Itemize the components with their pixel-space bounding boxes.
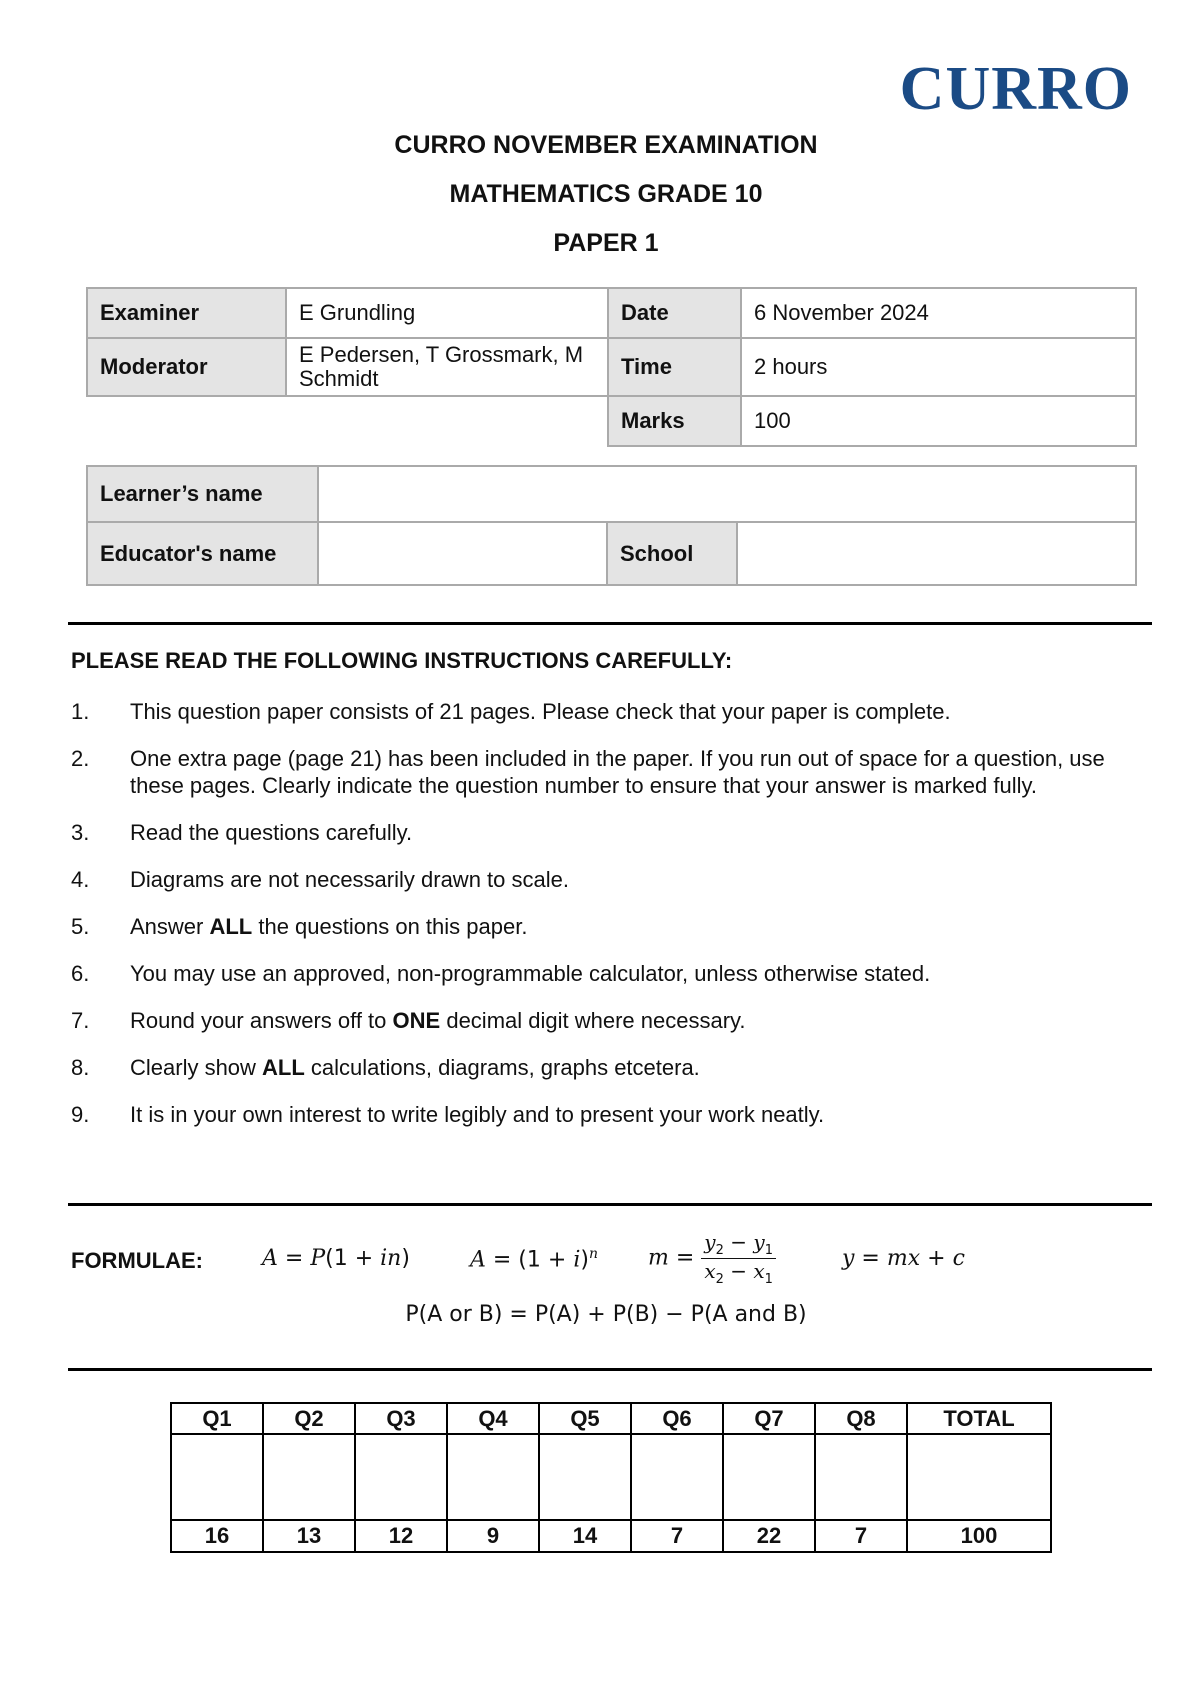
examiner-value: E Grundling: [286, 288, 608, 338]
instructions-heading: PLEASE READ THE FOLLOWING INSTRUCTIONS CAREFULLY:: [71, 648, 733, 673]
marks-max-value: 14: [539, 1520, 631, 1552]
marks-entry-cell[interactable]: [447, 1434, 539, 1520]
divider-top: [68, 622, 1152, 625]
marks-entry-cell[interactable]: [907, 1434, 1051, 1520]
moderator-label: Moderator: [87, 338, 286, 396]
marks-entry-cell[interactable]: [539, 1434, 631, 1520]
subject-title: MATHEMATICS GRADE 10: [449, 180, 763, 208]
marks-entry-cell[interactable]: [723, 1434, 815, 1520]
exam-info-table: [86, 287, 1137, 447]
educator-name-field[interactable]: [318, 522, 607, 585]
formulae-label: FORMULAE:: [71, 1248, 203, 1273]
date-value: 6 November 2024: [741, 288, 1136, 338]
marks-max-value: 13: [263, 1520, 355, 1552]
marks-header: Q8: [815, 1403, 907, 1434]
simple-interest-formula: A = P(1 + in): [262, 1246, 410, 1271]
marks-max-value: 7: [815, 1520, 907, 1552]
learner-name-field[interactable]: [318, 466, 1136, 522]
instruction-item: 2. One extra page (page 21) has been included in the paper. If you run out of space for a question, use these pages. Clearly indicate the question number to ensure that your answer is marked fully.: [71, 746, 1105, 798]
divider-middle: [68, 1203, 1152, 1206]
probability-formula: P(A or B) = P(A) + P(B) − P(A and B): [405, 1302, 807, 1327]
marks-max-value: 16: [171, 1520, 263, 1552]
date-label: Date: [608, 288, 741, 338]
gradient-formula: m = $\frac{y_2 - y_1}{x_2 - x_1}$: [648, 1230, 776, 1287]
divider-bottom: [68, 1368, 1152, 1371]
instruction-item: 5. Answer ALL the questions on this paper.: [71, 914, 528, 939]
marks-value: 100: [741, 396, 1136, 446]
time-value: 2 hours: [741, 338, 1136, 396]
instruction-item: 3. Read the questions carefully.: [71, 820, 413, 845]
compound-interest-formula: $A = (1 + i)^n$: [470, 1246, 598, 1273]
marks-entry-cell[interactable]: [171, 1434, 263, 1520]
paper-title: PAPER 1: [553, 229, 659, 257]
marks-table: [170, 1402, 1052, 1553]
marks-max-value: 12: [355, 1520, 447, 1552]
instruction-item: 6. You may use an approved, non-programmable calculator, unless otherwise stated.: [71, 961, 931, 986]
marks-entry-cell[interactable]: [815, 1434, 907, 1520]
exam-titles: [0, 130, 1200, 277]
learner-details-table: [86, 465, 1137, 586]
instruction-item: 8. Clearly show ALL calculations, diagrams, graphs etcetera.: [71, 1055, 700, 1080]
marks-header: Q6: [631, 1403, 723, 1434]
learner-name-label: Learner’s name: [87, 466, 318, 522]
marks-header: Q4: [447, 1403, 539, 1434]
marks-entry-cell[interactable]: [355, 1434, 447, 1520]
marks-max-value: 22: [723, 1520, 815, 1552]
instruction-item: 9. It is in your own interest to write legibly and to present your work neatly.: [71, 1102, 825, 1127]
marks-header: Q5: [539, 1403, 631, 1434]
marks-label: Marks: [608, 396, 741, 446]
school-label: School: [607, 522, 737, 585]
marks-max-value: 9: [447, 1520, 539, 1552]
curro-logo: CURRO: [899, 55, 1132, 123]
marks-header: Q2: [263, 1403, 355, 1434]
instructions-list: [71, 698, 1146, 1148]
school-field[interactable]: [737, 522, 1136, 585]
exam-title: CURRO NOVEMBER EXAMINATION: [394, 131, 818, 159]
marks-entry-cell[interactable]: [263, 1434, 355, 1520]
marks-header: Q1: [171, 1403, 263, 1434]
blank-cell: [87, 396, 608, 446]
marks-max-value: 7: [631, 1520, 723, 1552]
educator-name-label: Educator's name: [87, 522, 318, 585]
examiner-label: Examiner: [87, 288, 286, 338]
moderator-value: E Pedersen, T Grossmark, M Schmidt: [286, 338, 608, 396]
marks-max-value: 100: [907, 1520, 1051, 1552]
marks-header: Q3: [355, 1403, 447, 1434]
time-label: Time: [608, 338, 741, 396]
instruction-item: 1. This question paper consists of 21 pages. Please check that your paper is complete.: [71, 699, 951, 724]
marks-header: TOTAL: [907, 1403, 1051, 1434]
instruction-item: 4. Diagrams are not necessarily drawn to scale.: [71, 867, 569, 892]
marks-header: Q7: [723, 1403, 815, 1434]
instruction-item: 7. Round your answers off to ONE decimal digit where necessary.: [71, 1008, 746, 1033]
line-formula: y = mx + c: [842, 1246, 965, 1271]
marks-entry-cell[interactable]: [631, 1434, 723, 1520]
